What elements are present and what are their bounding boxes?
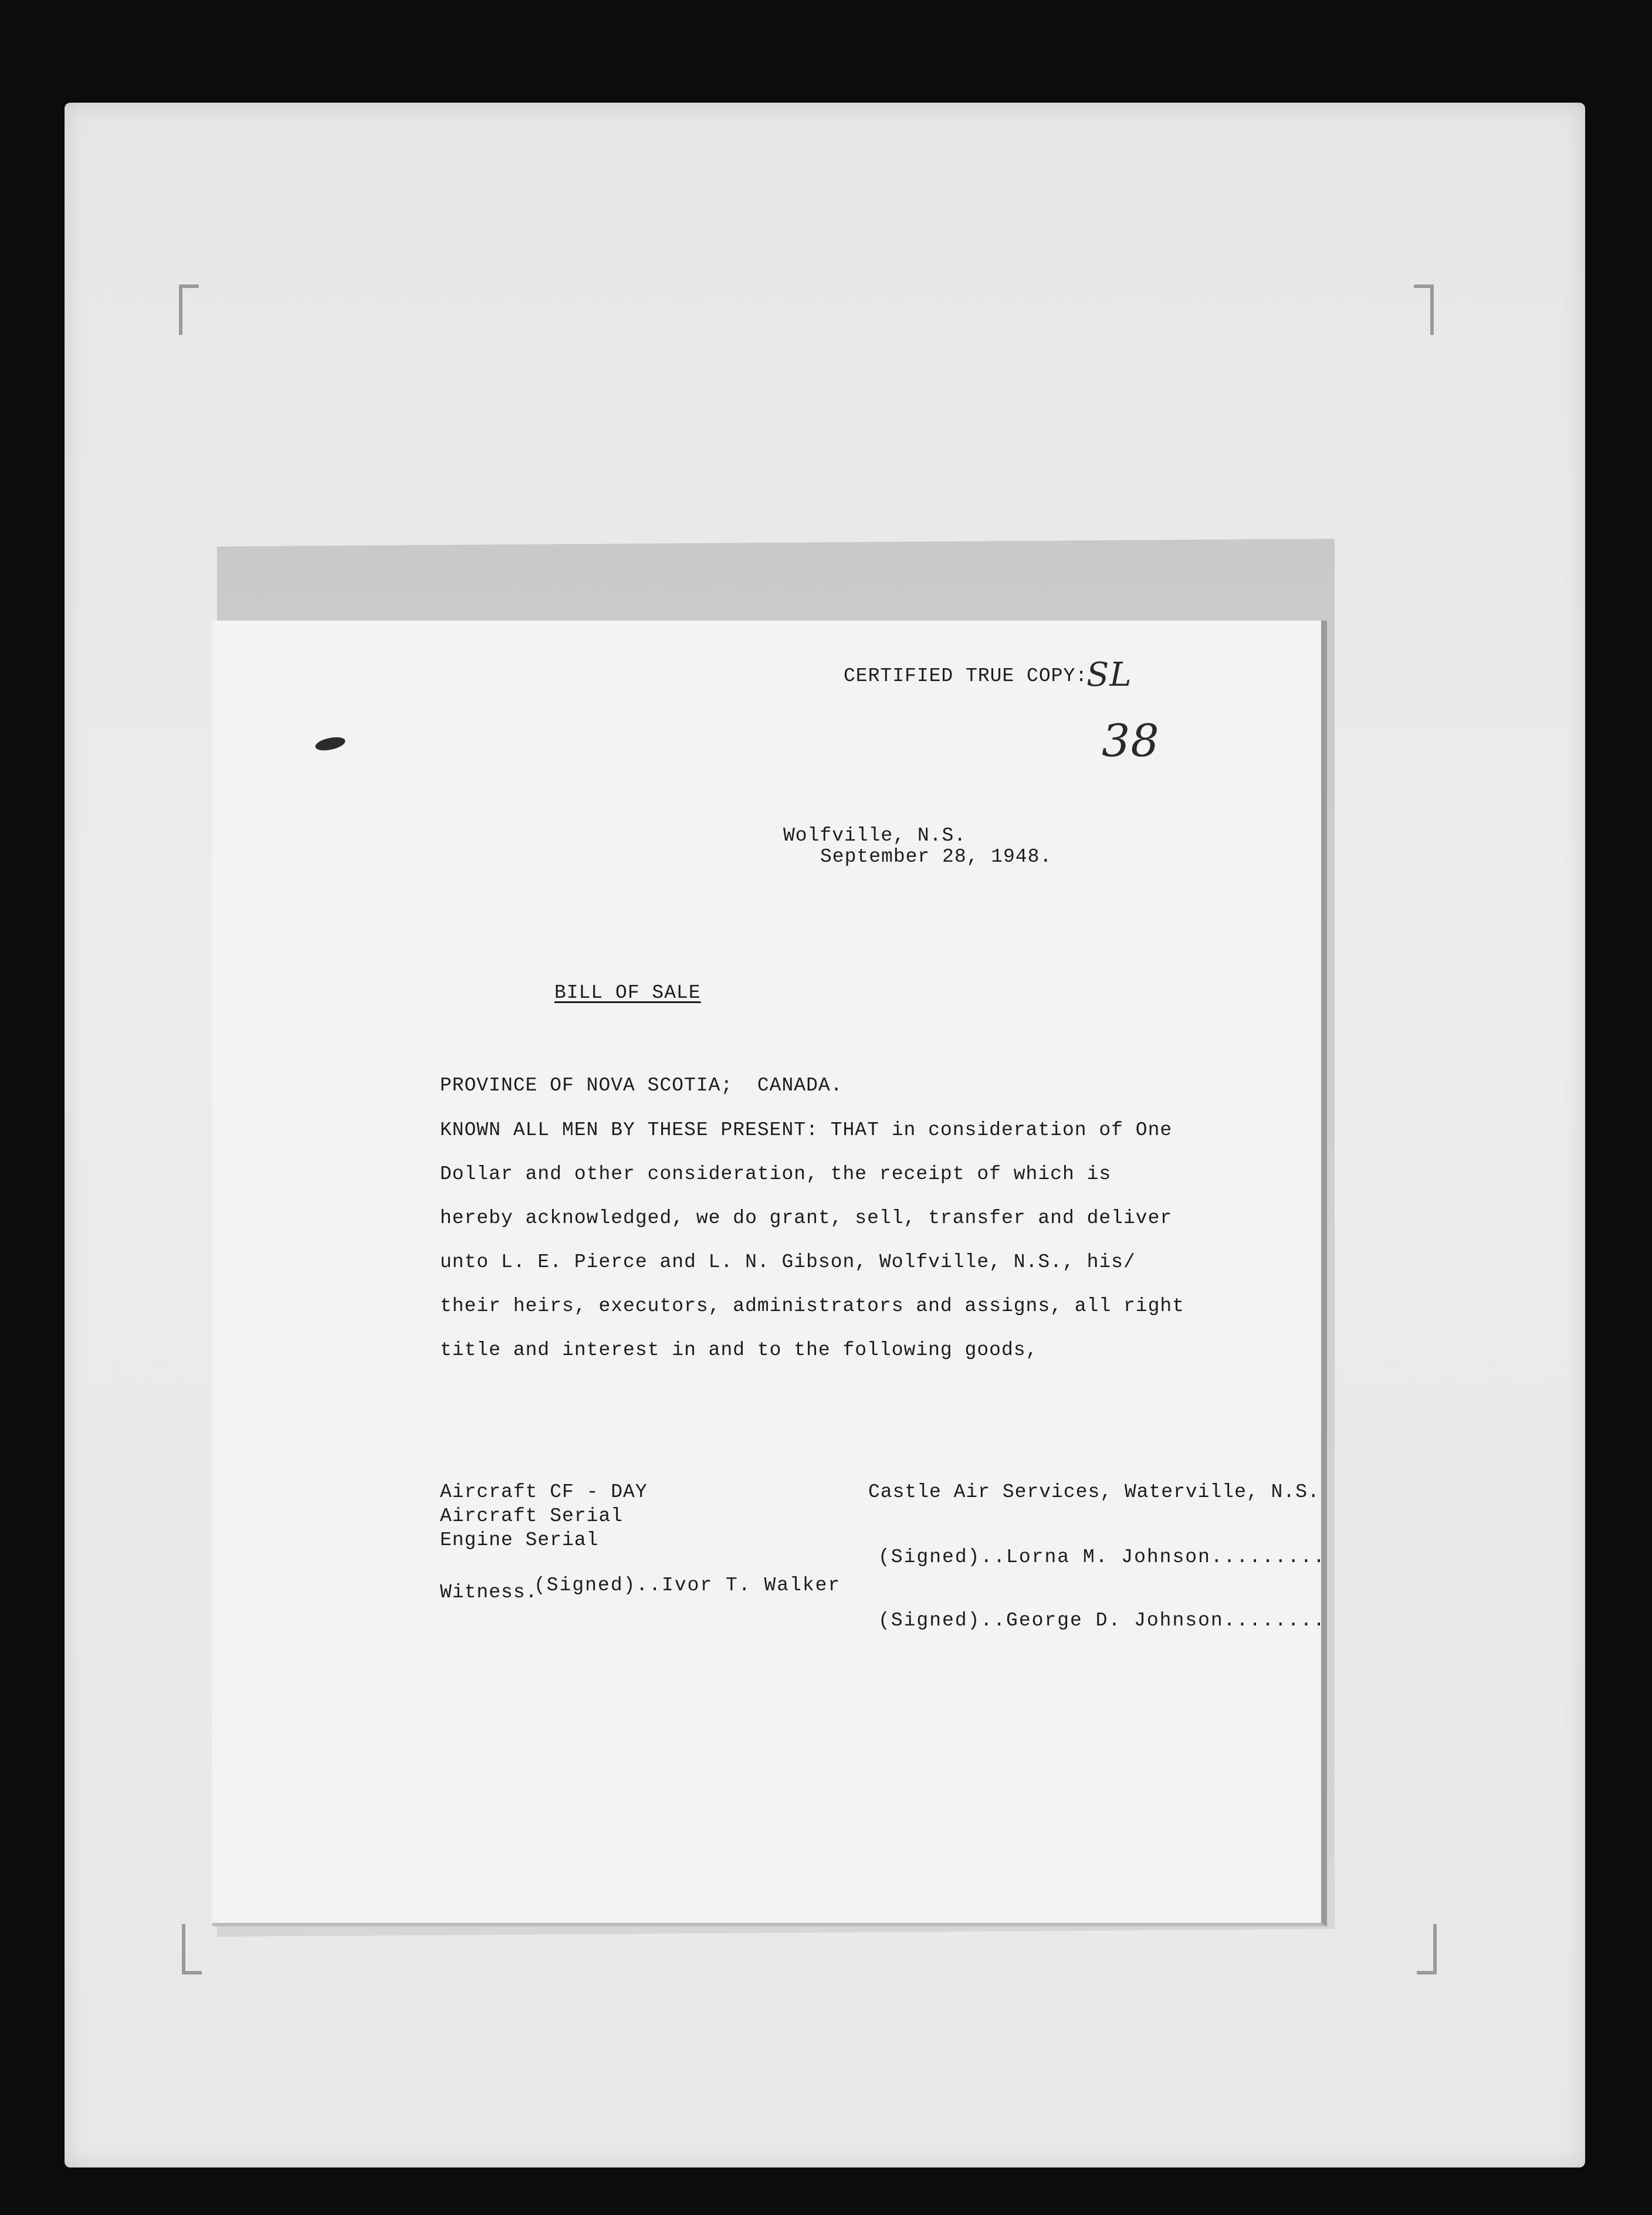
body-line: their heirs, executors, administrators and assigns, all right [440,1295,1184,1317]
date: September 28, 1948. [820,846,1052,868]
body-line: Dollar and other consideration, the receipt of which is [440,1163,1112,1185]
place: Wolfville, N.S. [783,825,967,846]
body-line: title and interest in and to the following goods, [440,1339,1038,1361]
witness-signature: (Signed)..Ivor T. Walker [534,1574,841,1596]
corner-mark-top-right [1414,285,1434,335]
aircraft-serial: Aircraft Serial [440,1505,624,1527]
province-line: PROVINCE OF NOVA SCOTIA; CANADA. [440,1075,843,1096]
body-line: unto L. E. Pierce and L. N. Gibson, Wolfville, N.S., his/ [440,1251,1136,1273]
certified-copy-label: CERTIFIED TRUE COPY: [844,665,1088,687]
handwritten-initials: SL [1086,656,1132,694]
seller-signature-1: (Signed)..Lorna M. Johnson......... [878,1546,1326,1568]
document-page [212,621,1327,1926]
corner-mark-bottom-left [182,1924,202,1974]
corner-mark-bottom-right [1417,1924,1437,1974]
engine-serial: Engine Serial [440,1529,599,1551]
ink-blot [314,735,346,753]
body-line: hereby acknowledged, we do grant, sell, transfer and deliver [440,1207,1173,1229]
seller-name: Castle Air Services, Waterville, N.S. [868,1481,1320,1503]
seller-signature-2: (Signed)..George D. Johnson........ [878,1610,1326,1631]
aircraft-registration: Aircraft CF - DAY [440,1481,648,1503]
handwritten-page-number: 38 [1102,714,1160,767]
corner-mark-top-left [179,285,199,335]
document-title: BILL OF SALE [554,982,701,1004]
witness-label: Witness. [440,1581,538,1603]
body-line: KNOWN ALL MEN BY THESE PRESENT: THAT in consideration of One [440,1119,1173,1141]
